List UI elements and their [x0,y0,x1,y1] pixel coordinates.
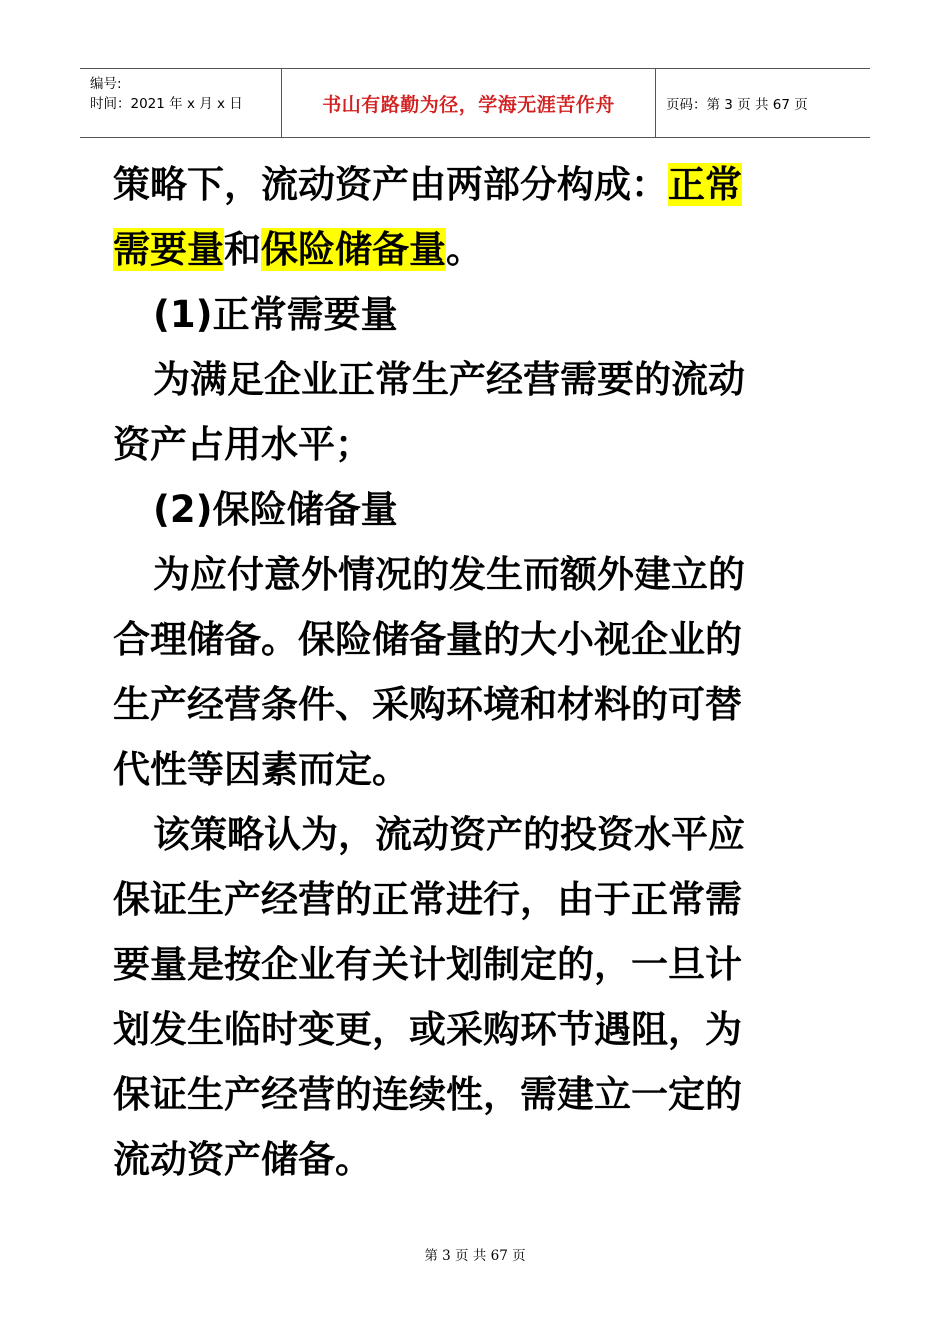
text-line: 要量是按企业有关计划制定的，一旦计 [113,943,742,986]
text-run: 策略下，流动资产由两部分构成： [113,163,668,206]
highlighted-text: 需要量 [113,228,224,271]
text-line: 资产占用水平； [113,423,372,466]
header-page-cell [656,69,870,137]
page-header [80,68,870,138]
highlighted-text: 正常 [668,163,742,206]
text-line: 划发生临时变更，或采购环节遇阻，为 [113,1008,742,1051]
section-heading: (2)保险储备量 [153,488,398,531]
highlighted-text: 保险储备量 [261,228,446,271]
text-line [113,217,843,282]
text-line: 为应付意外情况的发生而额外建立的 [153,553,745,596]
text-line: 保证生产经营的正常进行，由于正常需 [113,878,742,921]
text-line: 为满足企业正常生产经营需要的流动 [153,358,745,401]
time-label: 时间：2021 年 x 月 x 日 [90,96,243,112]
text-line: 合理储备。保险储备量的大小视企业的 [113,618,742,661]
text-line: 该策略认为，流动资产的投资水平应 [153,813,745,856]
text-line: 流动资产储备。 [113,1138,372,1181]
header-motto-cell [282,69,656,137]
header-meta [80,69,282,137]
text-line: 生产经营条件、采购环境和材料的可替 [113,683,742,726]
text-run: 和 [224,228,261,271]
text-line [113,152,843,217]
footer-page-number: 第 3 页 共 67 页 [424,1248,526,1264]
section-heading: (1)正常需要量 [153,293,398,336]
text-run: 。 [446,228,483,271]
page-info: 页码：第 3 页 共 67 页 [666,97,808,113]
text-line: 保证生产经营的连续性，需建立一定的 [113,1073,742,1116]
motto-text: 书山有路勤为径，学海无涯苦作舟 [322,93,615,116]
number-label: 编号: [90,76,122,92]
page-footer [0,1244,950,1264]
text-line: 代性等因素而定。 [113,748,409,791]
document-body [113,152,843,1192]
